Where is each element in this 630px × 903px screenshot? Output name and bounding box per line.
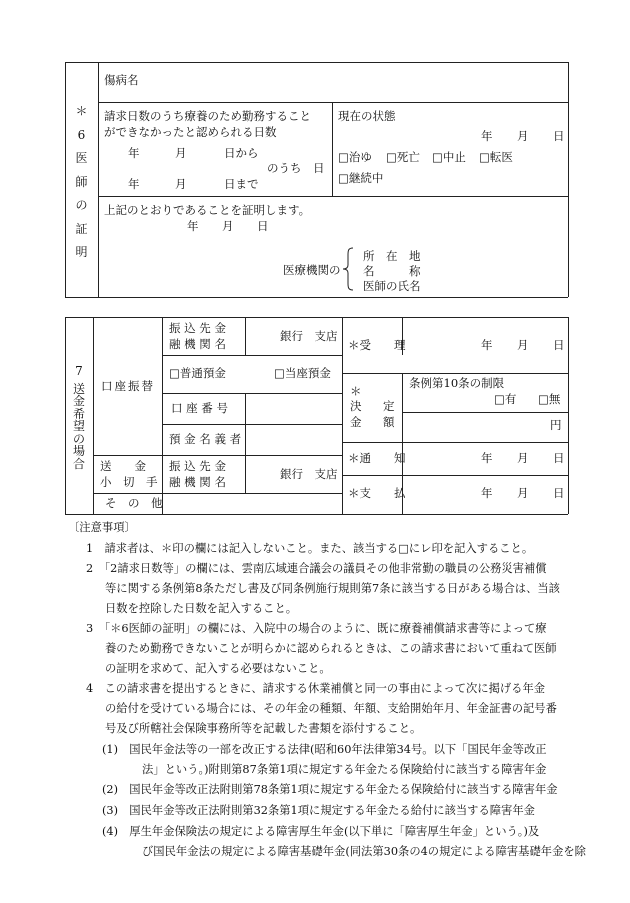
section6-side-label (65, 100, 98, 265)
account-holder-field[interactable] (247, 426, 340, 453)
payment-label: ＊支 払 (348, 486, 406, 500)
note-line: (4) 厚生年金保険法の規定による障害厚生年金(以下単に「障害厚生年金」という。)及 (102, 825, 540, 838)
notice-year: 年 (481, 451, 493, 465)
side-char: 証 (75, 221, 88, 236)
received-month: 月 (517, 338, 529, 352)
certify-day: 日 (257, 219, 269, 233)
bank2-label-line2: 融 機 関 名 (169, 475, 226, 489)
note-line: 法」という。)附則第87条第1項に規定する年金たる保険給付に該当する障害年金 (142, 763, 547, 776)
status-continuing-checkbox[interactable]: □継続中 (338, 171, 384, 185)
other-label: そ の 他 (105, 496, 163, 510)
from-year: 年 (128, 146, 140, 160)
injury-name-field[interactable] (150, 66, 562, 98)
side-char: の (72, 431, 85, 446)
decision-char: 定 (383, 399, 395, 413)
certify-month: 月 (222, 219, 234, 233)
section7-side-label (65, 365, 93, 470)
side-char: 師 (75, 174, 88, 189)
side-char: の (75, 198, 88, 212)
physician-name-label: 医師の氏名 (363, 279, 421, 293)
note-line: び国民年金法の規定による障害基礎年金(同法第30条の4の規定による障害基礎年金を除 (142, 845, 586, 858)
notice-month: 月 (517, 451, 529, 465)
article-no-checkbox[interactable]: □無 (538, 392, 561, 406)
account-number-label: 口 座 番 号 (171, 401, 228, 415)
certify-year: 年 (187, 219, 199, 233)
payment-month: 月 (517, 486, 529, 500)
certify-text: 上記のとおりであることを証明します。 (104, 203, 311, 217)
work-days-label-1: 請求日数のうち療養のため勤務すること (104, 109, 311, 123)
side-char: 7 (75, 364, 83, 378)
notice-day: 日 (553, 451, 565, 465)
side-char: 医 (75, 151, 88, 165)
article-yes-checkbox[interactable]: □有 (494, 392, 517, 406)
note-line: の証明を求めて、記入する必要はないこと。 (105, 662, 331, 675)
account-number-field[interactable] (247, 395, 340, 422)
brace-icon (342, 247, 354, 291)
status-transfer-checkbox[interactable]: □転医 (479, 150, 513, 164)
institution-label: 医療機関の (283, 263, 341, 277)
side-char: 6 (77, 127, 86, 142)
side-char: ＊ (75, 104, 88, 118)
remit-check-line2: 小 切 手 (100, 475, 158, 489)
work-days-label-2: ができなかったと認められる日数 (104, 125, 277, 139)
status-label: 現在の状態 (338, 109, 396, 123)
status-stopped-checkbox[interactable]: □中止 (432, 150, 466, 164)
payment-day: 日 (553, 486, 565, 500)
remit-check-line1: 送 金 (100, 459, 146, 473)
note-line: の給付を受けている場合には、その年金の種類、年額、支給開始年月、年金証書の記号番 (105, 702, 557, 715)
status-month: 月 (517, 129, 529, 143)
note-line: (3) 国民年金等改正法附則第32条第1項に規定する年金たる給付に該当する障害年金 (102, 804, 535, 817)
note-line: 号及び所轄社会保険事務所等を記載した書類を添付すること。 (105, 722, 422, 735)
notice-label: ＊通 知 (348, 451, 406, 465)
note-line: 4 この請求書を提出するときに、請求する休業補償と同一の事由によって次に掲げる年金 (86, 682, 546, 695)
received-label: ＊受 理 (348, 338, 406, 352)
received-day: 日 (553, 338, 565, 352)
received-year: 年 (481, 338, 493, 352)
side-char: 希 (72, 406, 85, 421)
of-which-days: のうち 日 (267, 161, 325, 175)
note-line: 日数を控除した日数を記入すること。 (105, 602, 298, 615)
institution-address-label: 所 在 地 (363, 249, 421, 263)
side-char: 金 (72, 394, 85, 408)
decision-char: 決 (350, 399, 362, 413)
to-month: 月 (175, 177, 187, 191)
to-year: 年 (128, 177, 140, 191)
payment-year: 年 (481, 486, 493, 500)
status-healed-checkbox[interactable]: □治ゆ (338, 150, 372, 164)
side-char: 合 (72, 456, 85, 471)
bank2-branch-suffix: 銀行 支店 (280, 467, 338, 481)
side-char: 望 (72, 419, 85, 433)
side-char: 送 (72, 381, 85, 396)
institution-name-label: 名 称 (363, 264, 421, 278)
bank-label-line1: 振 込 先 金 (169, 321, 226, 335)
other-field[interactable] (164, 495, 340, 512)
note-line: 2 「2請求日数等」の欄には、雲南広域連合議会の議員その他非常勤の職員の公務災害補償 (86, 562, 547, 575)
decision-char: 金 (350, 415, 362, 429)
bank2-label-line1: 振 込 先 金 (169, 459, 226, 473)
bank-label-line2: 融 機 関 名 (169, 337, 226, 351)
checking-deposit-checkbox[interactable]: □当座預金 (274, 366, 331, 380)
account-transfer-label: 口座振替 (101, 379, 155, 393)
account-holder-label: 預 金 名 義 者 (169, 432, 242, 446)
injury-name-label: 傷病名 (104, 73, 139, 87)
notes-heading: 〔注意事項〕 (68, 521, 136, 534)
note-line: 3 「＊6医師の証明」の欄には、入院中の場合のように、既に療養補償請求書等によって療 (86, 622, 547, 635)
side-char: 明 (75, 245, 88, 259)
from-month: 月 (175, 146, 187, 160)
note-line: (1) 国民年金法等の一部を改正する法律(昭和60年法律第34号。以下「国民年金等改正 (102, 743, 547, 756)
note-line: (2) 国民年金等改正法附則第78条第1項に規定する年金たる保険給付に該当する障害年金 (102, 783, 558, 796)
note-line: 1 請求者は、＊印の欄には記入しないこと。また、該当する□にレ印を記入すること。 (86, 542, 534, 555)
to-day: 日まで (224, 177, 259, 191)
status-died-checkbox[interactable]: □死亡 (386, 150, 420, 164)
status-day: 日 (553, 129, 565, 143)
decision-char: 額 (383, 415, 395, 429)
note-line: 養のため勤務できないことが明らかに認められるときは、この請求書において重ねて医師 (105, 642, 557, 655)
side-char: 場 (72, 444, 85, 458)
status-year: 年 (481, 129, 493, 143)
decision-mark: ＊ (350, 384, 362, 398)
from-day: 日から (224, 146, 259, 160)
article-limit-label: 条例第10条の制限 (409, 376, 505, 390)
yen-unit: 円 (550, 418, 562, 432)
note-line: 等に関する条例第8条ただし書及び同条例施行規則第7条に該当する日がある場合は、当該 (105, 582, 560, 595)
bank-branch-suffix: 銀行 支店 (280, 329, 338, 343)
ordinary-deposit-checkbox[interactable]: □普通預金 (169, 366, 226, 380)
